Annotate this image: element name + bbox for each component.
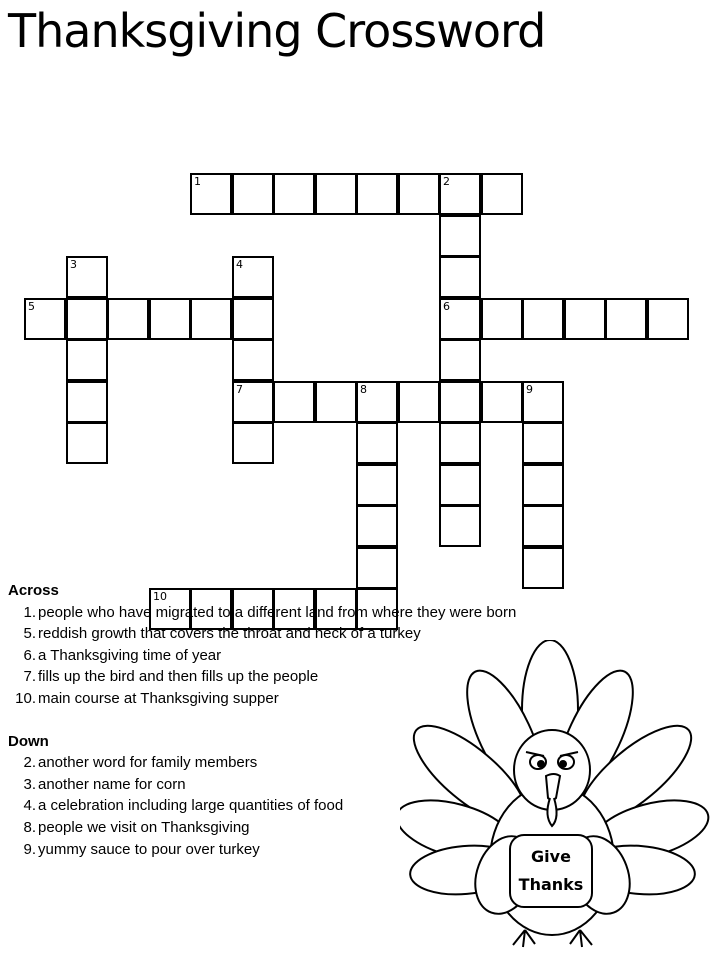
grid-cell[interactable] (356, 422, 398, 464)
clue-text: yummy sauce to pour over turkey (38, 840, 260, 858)
grid-cell[interactable] (522, 381, 564, 423)
grid-cell[interactable] (439, 381, 481, 423)
clue-number: 9. (23, 840, 36, 858)
grid-cell[interactable] (647, 298, 689, 340)
turkey-right-pupil (560, 761, 566, 767)
turkey-wattle (547, 798, 556, 826)
clue-number: 3. (23, 775, 36, 793)
give-thanks-sign (510, 835, 592, 907)
cell-number: 1 (194, 175, 201, 188)
clue-text: fills up the bird and then fills up the people (38, 668, 319, 686)
sign-text-thanks: Thanks (518, 875, 584, 894)
grid-cell[interactable] (439, 215, 481, 257)
clue-text: main course at Thanksgiving supper (38, 689, 279, 707)
grid-cell[interactable] (66, 422, 108, 464)
grid-cell[interactable] (232, 173, 274, 215)
grid-cell[interactable] (439, 505, 481, 547)
turkey-right-foot (570, 930, 592, 947)
cell-number: 2 (443, 175, 450, 188)
grid-cell[interactable] (107, 298, 149, 340)
cell-number: 4 (236, 258, 243, 271)
grid-cell[interactable] (232, 256, 274, 298)
grid-cell[interactable] (190, 173, 232, 215)
cell-number: 5 (28, 300, 35, 313)
turkey-illustration (400, 640, 712, 950)
grid-cell[interactable] (232, 298, 274, 340)
grid-cell[interactable] (356, 464, 398, 506)
page-title: Thanksgiving Crossword (8, 4, 546, 58)
cell-number: 7 (236, 383, 243, 396)
cell-number: 9 (526, 383, 533, 396)
grid-cell[interactable] (190, 298, 232, 340)
grid-cell[interactable] (439, 298, 481, 340)
grid-cell[interactable] (356, 505, 398, 547)
grid-cell[interactable] (522, 464, 564, 506)
grid-cell[interactable] (66, 298, 108, 340)
grid-cell[interactable] (439, 422, 481, 464)
cell-number: 3 (70, 258, 77, 271)
clue-text: another name for corn (38, 775, 186, 793)
cell-number: 10 (153, 590, 167, 603)
grid-cell[interactable] (439, 464, 481, 506)
down-heading: Down (8, 732, 49, 750)
grid-cell[interactable] (149, 298, 191, 340)
grid-cell[interactable] (481, 173, 523, 215)
clue-number: 7. (23, 668, 36, 686)
grid-cell[interactable] (24, 298, 66, 340)
clue-number: 6. (23, 646, 36, 664)
grid-cell[interactable] (398, 381, 440, 423)
cell-number: 6 (443, 300, 450, 313)
clue-number: 4. (23, 797, 36, 815)
clue-number: 8. (23, 818, 36, 836)
clue-text: people who have migrated to a different land from where they were born (38, 603, 517, 621)
sign-text-give: Give (531, 847, 571, 866)
clue-number: 10. (15, 689, 36, 707)
clue-text: reddish growth that covers the throat and neck of a turkey (38, 625, 421, 643)
grid-cell[interactable] (481, 381, 523, 423)
clue-text: another word for family members (38, 754, 258, 772)
grid-cell[interactable] (232, 339, 274, 381)
grid-cell[interactable] (273, 381, 315, 423)
grid-cell[interactable] (564, 298, 606, 340)
grid-cell[interactable] (356, 381, 398, 423)
clue-text: a celebration including large quantities of food (38, 797, 344, 815)
grid-cell[interactable] (439, 256, 481, 298)
grid-cell[interactable] (315, 381, 357, 423)
turkey-left-foot (513, 930, 535, 947)
clue-number: 5. (23, 625, 36, 643)
grid-cell[interactable] (315, 173, 357, 215)
grid-cell[interactable] (232, 381, 274, 423)
clue-text: people we visit on Thanksgiving (38, 818, 250, 836)
grid-cell[interactable] (66, 339, 108, 381)
grid-cell[interactable] (398, 173, 440, 215)
grid-cell[interactable] (356, 173, 398, 215)
grid-cell[interactable] (522, 505, 564, 547)
clue-number: 1. (23, 603, 36, 621)
grid-cell[interactable] (232, 422, 274, 464)
clue-text: a Thanksgiving time of year (38, 646, 222, 664)
grid-cell[interactable] (522, 298, 564, 340)
grid-cell[interactable] (66, 381, 108, 423)
grid-cell[interactable] (273, 173, 315, 215)
clue-number: 2. (23, 754, 36, 772)
turkey-left-pupil (538, 761, 544, 767)
cell-number: 8 (360, 383, 367, 396)
grid-cell[interactable] (605, 298, 647, 340)
grid-cell[interactable] (439, 173, 481, 215)
grid-cell[interactable] (481, 298, 523, 340)
across-clue (8, 602, 516, 624)
grid-cell[interactable] (66, 256, 108, 298)
grid-cell[interactable] (522, 422, 564, 464)
across-heading: Across (8, 582, 59, 599)
grid-cell[interactable] (522, 547, 564, 589)
grid-cell[interactable] (439, 339, 481, 381)
